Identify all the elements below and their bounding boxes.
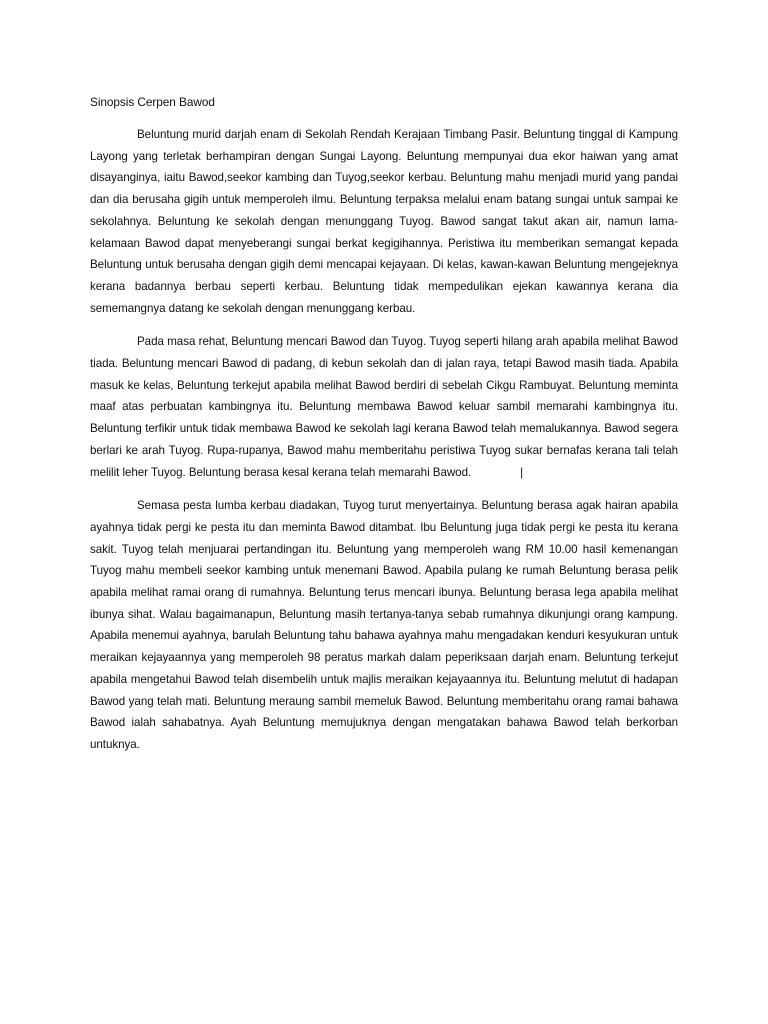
document-title: Sinopsis Cerpen Bawod	[90, 95, 215, 109]
paragraph-1-text: Beluntung murid darjah enam di Sekolah Rendah Kerajaan Timbang Pasir. Beluntung tinggal di Kampung Layong yang terletak berhampiran dengan Sungai Layong. Beluntung mempunyai dua ekor haiwan yang amat disayanginya, iaitu Bawod,seekor kambing dan Tuyog,seekor kerbau. Beluntung mahu menjadi murid yang pandai dan dia berusaha gigih untuk memperoleh ilmu. Beluntung terpaksa melalui enam batang sungai untuk sampai ke sekolahnya. Beluntung ke sekolah dengan menunggang Tuyog. Bawod sangat takut akan air, namun lama-kelamaan Bawod dapat menyeberangi sungai berkat kegigihannya. Peristiwa itu memberikan semangat kepada Beluntung untuk berusaha dengan gigih demi mencapai kejayaan. Di kelas, kawan-kawan Beluntung mengejeknya kerana badannya berbau seperti kerbau. Beluntung tidak mempedulikan ejekan kawannya kerana dia sememangnya datang ke sekolah dengan menunggang kerbau.	[90, 128, 678, 315]
paragraph-3-text: Semasa pesta lumba kerbau diadakan, Tuyog turut menyertainya. Beluntung berasa agak hairan apabila ayahnya tidak pergi ke pesta itu dan meminta Bawod ditambat. Ibu Beluntung juga tidak pergi ke pesta itu kerana sakit. Tuyog telah menjuarai pertandingan itu. Beluntung yang memperoleh wang RM 10.00 hasil kemenangan Tuyog mahu membeli seekor kambing untuk menemani Bawod. Apabila pulang ke rumah Beluntung berasa pelik apabila melihat ramai orang di rumahnya. Beluntung terus mencari ibunya. Beluntung berasa lega apabila melihat ibunya sihat. Walau bagaimanapun, Beluntung masih tertanya-tanya sebab rumahnya dikunjungi orang kampung. Apabila menemui ayahnya, barulah Beluntung tahu bahawa ayahnya mahu mengadakan kenduri kesyukuran untuk meraikan kejayaannya yang memperoleh 98 peratus markah dalam peperiksaan darjah enam. Beluntung terkejut apabila mengetahui Bawod telah disembelih untuk majlis meraikan kejayaannya itu. Beluntung melutut di hadapan Bawod yang telah mati. Beluntung meraung sambil memeluk Bawod. Beluntung memberitahu orang ramai bahawa Bawod ialah sahabatnya. Ayah Beluntung memujuknya dengan mengatakan bahawa Bawod telah berkorban untuknya.	[90, 499, 678, 751]
document-page	[90, 92, 678, 768]
text-cursor: |	[520, 465, 524, 479]
paragraph-2[interactable]	[90, 331, 678, 483]
paragraph-1[interactable]	[90, 124, 678, 319]
paragraph-3[interactable]	[90, 495, 678, 755]
paragraph-2-text: Pada masa rehat, Beluntung mencari Bawod dan Tuyog. Tuyog seperti hilang arah apabila melihat Bawod tiada. Beluntung mencari Bawod di padang, di kebun sekolah dan di jalan raya, tetapi Bawod masih tiada. Apabila masuk ke kelas, Beluntung terkejut apabila melihat Bawod berdiri di sebelah Cikgu Rambuyat. Beluntung meminta maaf atas perbuatan kambingnya itu. Beluntung membawa Bawod keluar sambil memarahi kambingnya itu. Beluntung terfikir untuk tidak membawa Bawod ke sekolah lagi kerana Bawod telah memalukannya. Bawod segera berlari ke arah Tuyog. Rupa-rupanya, Bawod mahu memberitahu peristiwa Tuyog sukar bernafas kerana tali telah melilit leher Tuyog. Beluntung berasa kesal kerana telah memarahi Bawod.	[90, 335, 678, 479]
